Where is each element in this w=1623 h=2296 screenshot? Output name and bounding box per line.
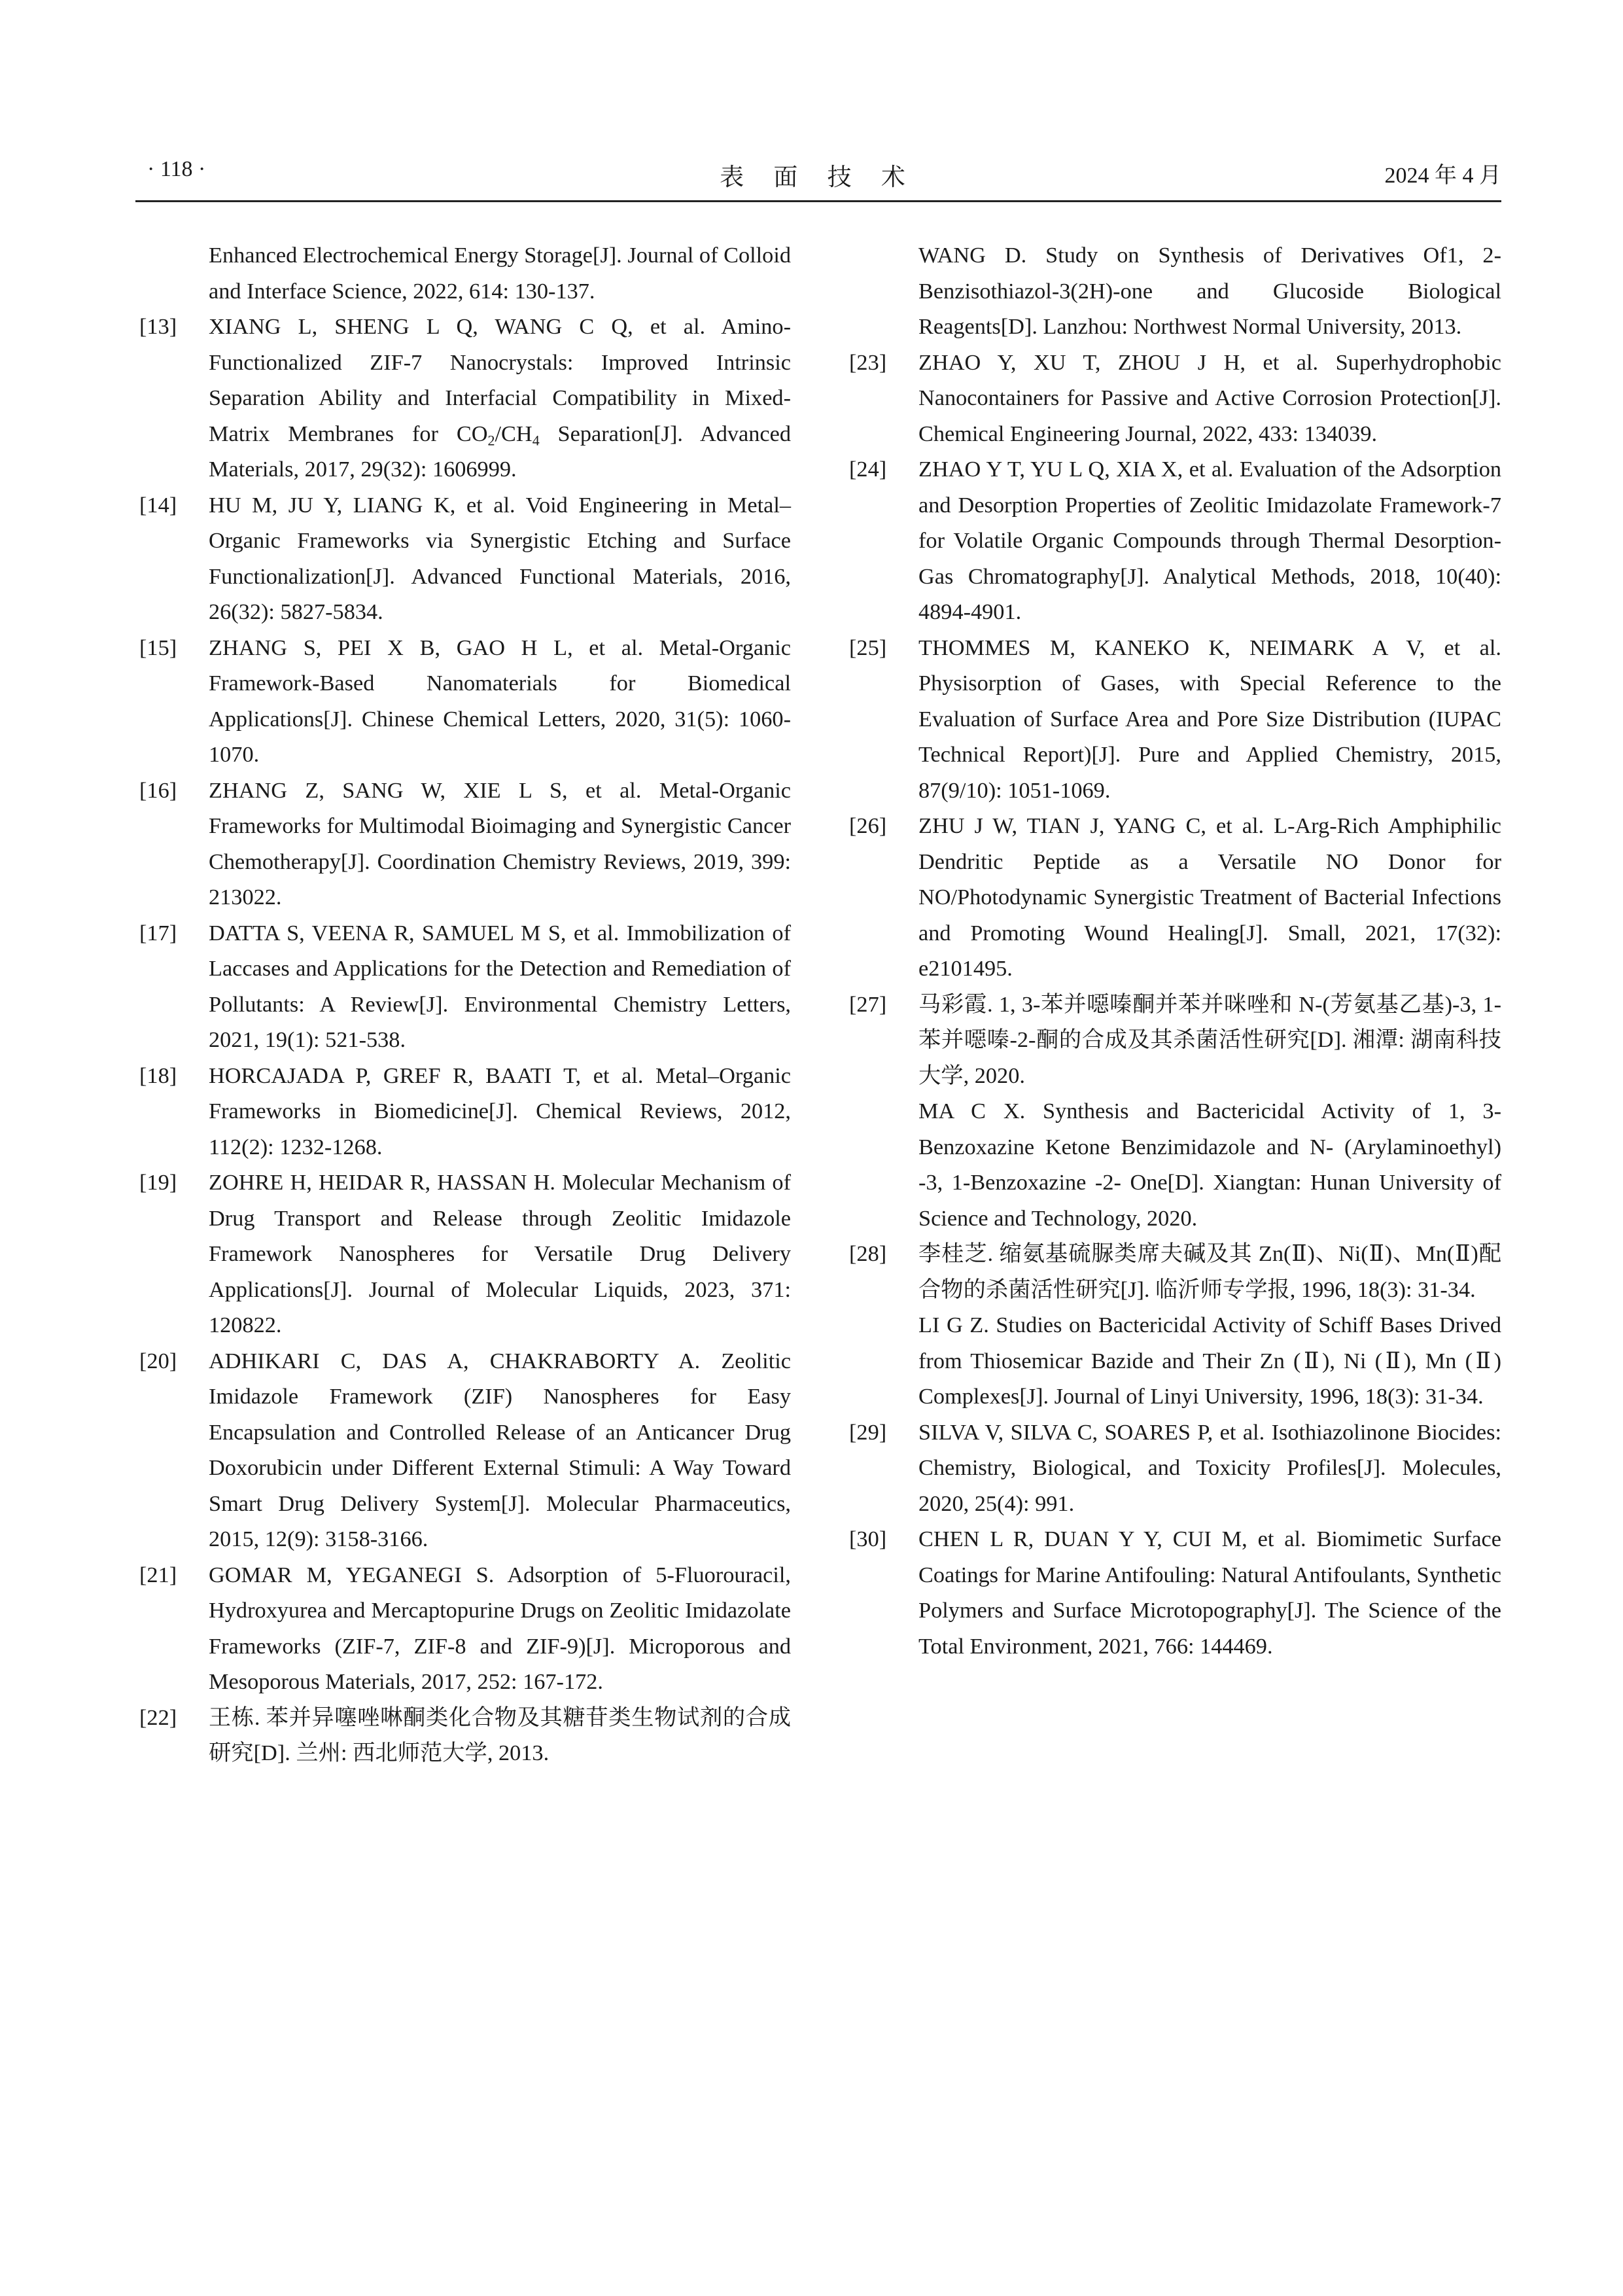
page-number: · 118 · [147,157,206,181]
reference-text: ZHU J W, TIAN J, YANG C, et al. L-Arg-Rich Amphiphilic Dendritic Peptide as a Versatile NO Donor for NO/Photodynamic Synergistic Treatment of Bacterial Infections and Promoting Wound Healing[J]. Small, 2021, 17(32): e2101495. [918,813,1501,981]
reference-text: GOMAR M, YEGANEGI S. Adsorption of 5-Fluorouracil, Hydroxyurea and Mercaptopurine Drugs on Zeolitic Imidazolate Frameworks (ZIF-7, ZIF-8 and ZIF-9)[J]. Microporous and Mesoporous Materials, 2017, 252: 167-172. [209,1562,791,1694]
reference-text: 马彩霞. 1, 3-苯并噁嗪酮并苯并咪唑和 N-(芳氨基乙基)-3, 1-苯并噁嗪-2-酮的合成及其杀菌活性研究[D]. 湘潭: 湖南科技大学, 2020. [918,991,1501,1088]
reference-number: [14] [139,492,177,518]
reference-23 [845,345,1501,452]
reference-number: [24] [849,457,887,482]
reference-25 [845,630,1501,809]
reference-text: SILVA V, SILVA C, SOARES P, et al. Isothiazolinone Biocides: Chemistry, Biological, and Toxicity Profiles[J]. Molecules, 2020, 25(4): 991. [918,1419,1501,1516]
reference-number: [16] [139,777,177,803]
reference-text: 王栋. 苯并异噻唑啉酮类化合物及其糖苷类生物试剂的合成研究[D]. 兰州: 西北师范大学, 2013. [209,1704,791,1765]
reference-text: 李桂芝. 缩氨基硫脲类席夫碱及其 Zn(Ⅱ)、Ni(Ⅱ)、Mn(Ⅱ)配合物的杀菌活性研究[J]. 临沂师专学报, 1996, 18(3): 31-34. [918,1241,1501,1302]
reference-26 [845,808,1501,987]
reference-text: ADHIKARI C, DAS A, CHAKRABORTY A. Zeolitic Imidazole Framework (ZIF) Nanospheres for Easy Encapsulation and Controlled Release of an Anticancer Drug Doxorubicin under Different External Stimuli: A Way Toward Smart Drug Delivery System[J]. Molecular Pharmaceutics, 2015, 12(9): 3158-3166. [209,1348,791,1551]
reference-15 [135,630,791,773]
reference-text: ZOHRE H, HEIDAR R, HASSAN H. Molecular Mechanism of Drug Transport and Release through Zeolitic Imidazole Framework Nanospheres for Versatile Drug Delivery Applications[J]. Journal of Molecular Liquids, 2023, 371: 120822. [209,1170,791,1337]
reference-22 [135,1700,791,1771]
reference-text: HORCAJADA P, GREF R, BAATI T, et al. Metal–Organic Frameworks in Biomedicine[J]. Chemical Reviews, 2012, 112(2): 1232-1268. [209,1063,791,1159]
journal-title: 表 面 技 术 [720,164,917,191]
reference-number: [22] [139,1704,177,1730]
page-header [135,157,1501,196]
reference-continuation [135,238,791,309]
reference-translation: MA C X. Synthesis and Bactericidal Activity of 1, 3- Benzoxazine Ketone Benzimidazole and N- (Arylaminoethyl) -3, 1-Benzoxazine -2- One[D]. Xiangtan: Hunan University of Science and Technology, 2020. [918,1099,1501,1231]
reference-17 [135,915,791,1058]
reference-19 [135,1165,791,1343]
reference-20 [135,1343,791,1557]
reference-24 [845,451,1501,630]
reference-14 [135,487,791,630]
reference-number: [21] [139,1562,177,1587]
reference-number: [15] [139,635,177,660]
reference-number: [28] [849,1241,887,1266]
reference-number: [17] [139,920,177,945]
reference-text: HU M, JU Y, LIANG K, et al. Void Engineering in Metal–Organic Frameworks via Synergistic Etching and Surface Functionalization[J]. Advanced Functional Materials, 2016, 26(32): 5827-5834. [209,492,791,624]
reference-text: ZHAO Y T, YU L Q, XIA X, et al. Evaluation of the Adsorption and Desorption Properties of Zeolitic Imidazolate Framework-7 for Volatile Organic Compounds through Thermal Desorption-Gas Chromatography[J]. Analytical Methods, 2018, 10(40): 4894-4901. [918,457,1501,624]
reference-18 [135,1058,791,1165]
reference-16 [135,773,791,915]
reference-13 [135,309,791,487]
reference-number: [30] [849,1527,887,1551]
reference-text: ZHANG S, PEI X B, GAO H L, et al. Metal-Organic Framework-Based Nanomaterials for Biomedical Applications[J]. Chinese Chemical Letters, 2020, 31(5): 1060-1070. [209,635,791,767]
reference-text: Enhanced Electrochemical Energy Storage[J]. Journal of Colloid and Interface Science, 2022, 614: 130-137. [209,243,791,304]
reference-number: [13] [139,314,177,339]
reference-text: ZHAO Y, XU T, ZHOU J H, et al. Superhydrophobic Nanocontainers for Passive and Active Corrosion Protection[J]. Chemical Engineering Journal, 2022, 433: 134039. [918,349,1501,446]
reference-21 [135,1557,791,1700]
header-rule [135,200,1501,202]
reference-29 [845,1415,1501,1522]
reference-number: [23] [849,349,887,375]
reference-number: [20] [139,1348,177,1373]
reference-28 [845,1236,1501,1415]
reference-number: [18] [139,1063,177,1088]
reference-27 [845,987,1501,1237]
reference-number: [29] [849,1419,887,1445]
reference-text: XIANG L, SHENG L Q, WANG C Q, et al. Amino-Functionalized ZIF-7 Nanocrystals: Improved Intrinsic Separation Ability and Interfacial Compatibility in Mixed-Matrix Membranes for $CO_2/CH_4$ Separation[J]. Advanced Materials, 2017, 29(32): 1606999. [209,314,791,482]
reference-text: CHEN L R, DUAN Y Y, CUI M, et al. Biomimetic Surface Coatings for Marine Antifouling: Natural Antifoulants, Synthetic Polymers and Surface Microtopography[J]. The Science of the Total Environment, 2021, 766: 144469. [918,1527,1501,1659]
reference-translation: LI G Z. Studies on Bactericidal Activity of Schiff Bases Drived from Thiosemicar Bazide and Their Zn (Ⅱ), Ni (Ⅱ), Mn (Ⅱ) Complexes[J]. Journal of Linyi University, 1996, 18(3): 31-34. [918,1313,1501,1409]
reference-number: [27] [849,991,887,1017]
reference-number: [26] [849,813,887,838]
reference-continuation [845,238,1501,345]
reference-text: DATTA S, VEENA R, SAMUEL M S, et al. Immobilization of Laccases and Applications for the Detection and Remediation of Pollutants: A Review[J]. Environmental Chemistry Letters, 2021, 19(1): 521-538. [209,920,791,1052]
reference-text: WANG D. Study on Synthesis of Derivatives Of1, 2-Benzisothiazol-3(2H)-one and Glucoside Biological Reagents[D]. Lanzhou: Northwest Normal University, 2013. [918,243,1501,339]
reference-number: [19] [139,1170,177,1195]
left-column [135,238,791,1771]
right-column [845,238,1501,1664]
reference-text: THOMMES M, KANEKO K, NEIMARK A V, et al. Physisorption of Gases, with Special Reference to the Evaluation of Surface Area and Pore Size Distribution (IUPAC Technical Report)[J]. Pure and Applied Chemistry, 2015, 87(9/10): 1051-1069. [918,635,1501,803]
reference-number: [25] [849,635,887,660]
reference-30 [845,1521,1501,1664]
reference-text: ZHANG Z, SANG W, XIE L S, et al. Metal-Organic Frameworks for Multimodal Bioimaging and Synergistic Cancer Chemotherapy[J]. Coordination Chemistry Reviews, 2019, 399: 213022. [209,777,791,910]
issue-date: 2024 年 4 月 [1384,164,1501,188]
